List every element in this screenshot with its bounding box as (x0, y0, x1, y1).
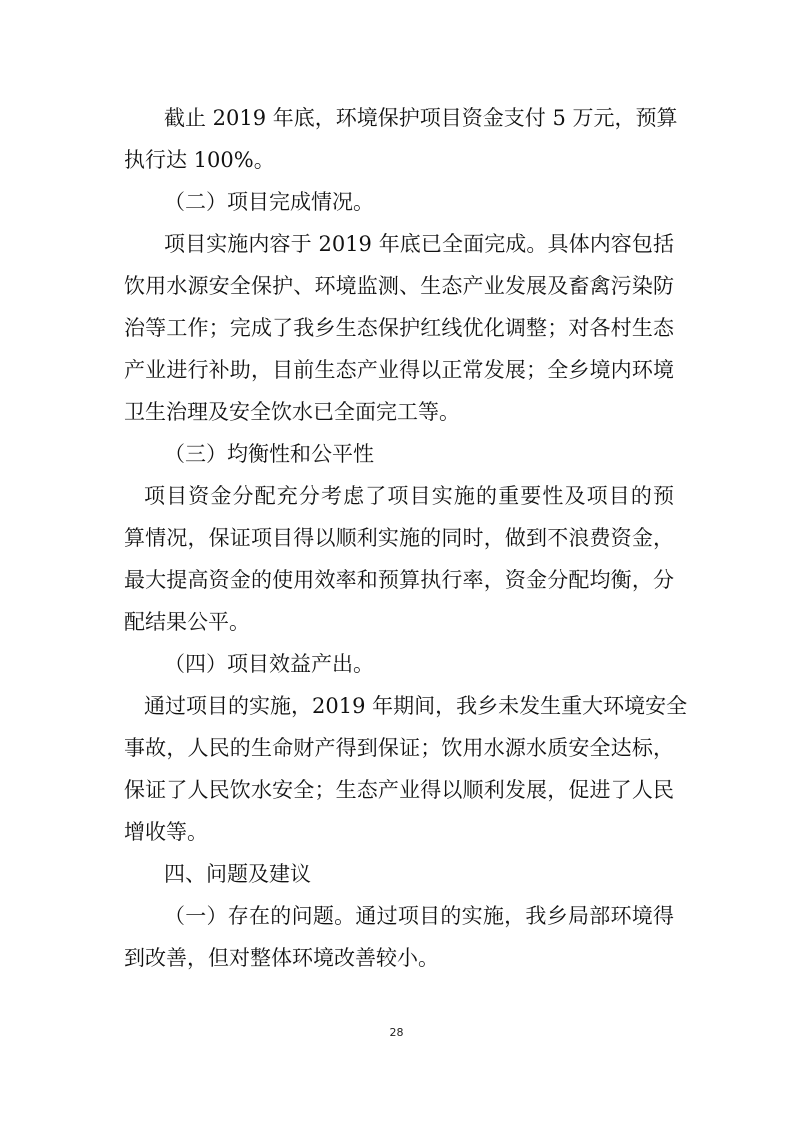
line-text: 卫生治理及安全饮水已全面完工等。 (124, 400, 460, 424)
text-line (0, 770, 793, 810)
text-line (0, 728, 793, 768)
text-line (0, 938, 793, 978)
line-text: 四、问题及建议 (164, 862, 311, 886)
line-text: 治等工作；完成了我乡生态保护红线优化调整；对各村生态 (124, 316, 674, 340)
line-text: 到改善，但对整体环境改善较小。 (124, 946, 439, 970)
line-text: （二）项目完成情况。 (164, 190, 374, 214)
section-heading (0, 854, 793, 894)
text-line (0, 98, 793, 138)
line-text: 保证了人民饮水安全；生态产业得以顺利发展，促进了人民 (124, 778, 674, 802)
line-text: 产业进行补助，目前生态产业得以正常发展；全乡境内环境 (124, 358, 674, 382)
text-line (0, 392, 793, 432)
section-heading (0, 434, 793, 474)
text-line (0, 518, 793, 558)
line-text: 饮用水源安全保护、环境监测、生态产业发展及畜禽污染防 (124, 274, 674, 298)
text-line (0, 224, 793, 264)
line-text: 执行达 100%。 (124, 148, 275, 172)
line-text: 配结果公平。 (124, 610, 250, 634)
line-text: 项目资金分配充分考虑了项目实施的重要性及项目的预 (144, 484, 674, 508)
line-text: 算情况，保证项目得以顺利实施的同时，做到不浪费资金， (124, 526, 674, 550)
line-text: （三）均衡性和公平性 (164, 442, 374, 466)
line-text: 项目实施内容于 2019 年底已全面完成。具体内容包括 (164, 232, 674, 256)
text-line (0, 350, 793, 390)
text-line (0, 560, 793, 600)
line-text: 通过项目的实施，2019 年期间，我乡未发生重大环境安全 (144, 694, 688, 718)
line-text: 最大提高资金的使用效率和预算执行率，资金分配均衡，分 (124, 568, 674, 592)
page-number: 28 (389, 1026, 404, 1039)
line-text: 截止 2019 年底，环境保护项目资金支付 5 万元，预算 (164, 106, 678, 130)
text-line (0, 686, 793, 726)
text-line (0, 896, 793, 936)
text-line (0, 266, 793, 306)
line-text: （一）存在的问题。通过项目的实施，我乡局部环境得 (164, 904, 674, 928)
section-heading (0, 644, 793, 684)
text-line (0, 476, 793, 516)
text-line (0, 812, 793, 852)
line-text: 增收等。 (124, 820, 208, 844)
text-line (0, 140, 793, 180)
line-text: 事故，人民的生命财产得到保证；饮用水源水质安全达标， (124, 736, 674, 760)
line-text: （四）项目效益产出。 (164, 652, 374, 676)
text-line (0, 602, 793, 642)
section-heading (0, 182, 793, 222)
text-line (0, 308, 793, 348)
